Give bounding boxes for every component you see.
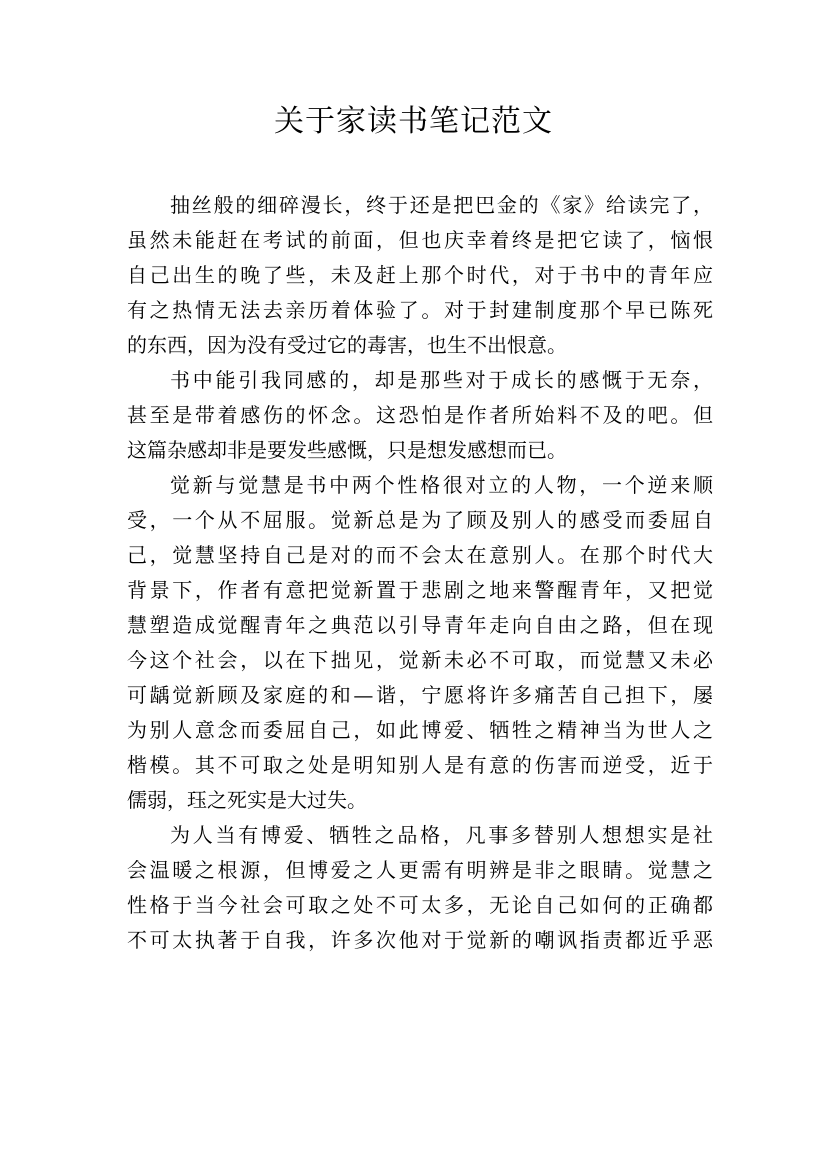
paragraph-3-line-1: 觉新与觉慧是书中两个性格很对立的人物，一个逆来顺: [170, 473, 713, 497]
paragraph-1-line-1: 抽丝般的细碎漫长，终于还是把巴金的《家》给读完了，: [170, 193, 713, 217]
paragraph-1-line-4: 有之热情无法去亲历着体验了。对于封建制度那个早已陈死: [127, 298, 713, 322]
paragraph-1-line-3: 自己出生的晚了些，未及赶上那个时代，对于书中的青年应: [127, 263, 713, 287]
paragraph-3-line-3: 己，觉慧坚持自己是对的而不会太在意别人。在那个时代大: [127, 543, 713, 567]
document-title: 关于家读书笔记范文: [274, 104, 553, 139]
paragraph-2-line-1: 书中能引我同感的，却是那些对于成长的感慨于无奈，: [170, 368, 713, 392]
paragraph-3-line-5: 慧塑造成觉醒青年之典范以引导青年走向自由之路，但在现: [127, 613, 713, 637]
paragraph-4-line-2: 会温暖之根源，但博爱之人更需有明辨是非之眼睛。觉慧之: [127, 858, 713, 882]
paragraph-2-line-3: 这篇杂感却非是要发些感慨，只是想发感想而已。: [127, 438, 567, 462]
paragraph-1-line-2: 虽然未能赶在考试的前面，但也庆幸着终是把它读了，恼恨: [127, 228, 713, 252]
document-body: [127, 188, 713, 958]
paragraph-3-line-2: 受，一个从不屈服。觉新总是为了顾及别人的感受而委屈自: [127, 508, 713, 532]
paragraph-3-line-4: 背景下，作者有意把觉新置于悲剧之地来警醒青年，又把觉: [127, 578, 713, 602]
paragraph-4-line-3: 性格于当今社会可取之处不可太多，无论自己如何的正确都: [127, 893, 713, 917]
paragraph-1-line-5: 的东西，因为没有受过它的毒害，也生不出恨意。: [127, 333, 567, 357]
paragraph-3-line-10: 儒弱，珏之死实是大过失。: [127, 788, 367, 812]
paragraph-4-line-4: 不可太执著于自我，许多次他对于觉新的嘲讽指责都近乎恶: [127, 928, 713, 952]
paragraph-2-line-2: 甚至是带着感伤的怀念。这恐怕是作者所始料不及的吧。但: [127, 403, 713, 427]
paragraph-3-line-8: 为别人意念而委屈自己，如此博爱、牺牲之精神当为世人之: [127, 718, 713, 742]
paragraph-3-line-6: 今这个社会，以在下拙见，觉新未必不可取，而觉慧又未必: [127, 648, 713, 672]
paragraph-4-line-1: 为人当有博爱、牺牲之品格，凡事多替别人想想实是社: [170, 823, 713, 847]
paragraph-3-line-7: 可龋觉新顾及家庭的和—谐，宁愿将许多痛苦自己担下，屡: [127, 683, 713, 707]
paragraph-3-line-9: 楷模。其不可取之处是明知别人是有意的伤害而逆受，近于: [127, 753, 713, 777]
